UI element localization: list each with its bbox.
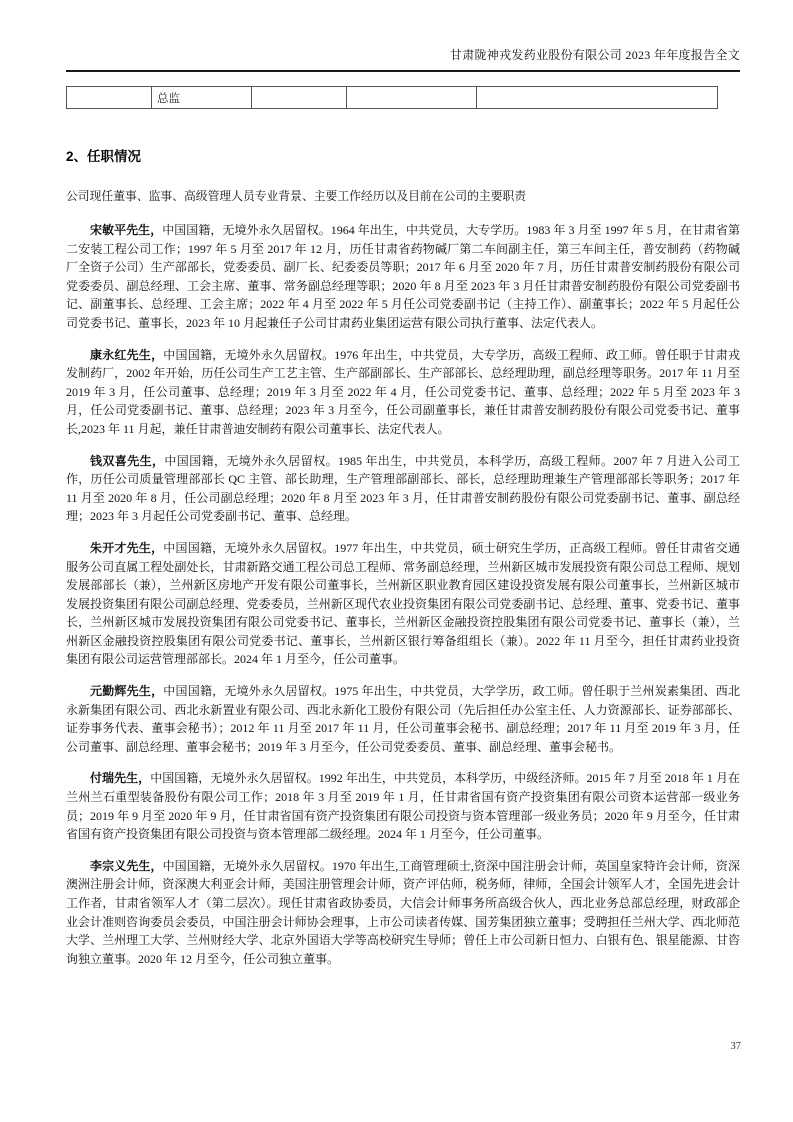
- position-table-fragment: [66, 86, 718, 109]
- page-number: 37: [730, 1041, 741, 1052]
- table-cell: 总监: [152, 87, 252, 109]
- bio-name: 付瑞先生，: [90, 771, 151, 786]
- bio-text: 中国国籍，无境外永久居留权。1992 年出生，中共党员，本科学历，中级经济师。2015 年 7 月至 2018 年 1 月在兰州兰石重型装备股份有限公司工作；2018 年 3 月至 2019 年 1 月，任甘肃省国有资产投资集团有限公司资本运营部一级业务员；2019 年 9 月至 2020 年 9 月，任甘肃省国有资产投资集团有限公司投资与资本管理部一级业务员；2020 年 9 月至今，任甘肃省国有资产投资集团有限公司投资与资本管理部二级经理。2024 年 1 月至今，任公司董事。: [66, 771, 740, 842]
- section-heading: 2、任职情况: [66, 149, 142, 164]
- table-cell: [67, 87, 152, 109]
- bio-paragraph: [66, 769, 740, 843]
- bio-name: 钱双喜先生，: [90, 453, 165, 468]
- bio-paragraph: [66, 346, 740, 439]
- bio-text: 中国国籍，无境外永久居留权。1970 年出生,工商管理硕士,资深中国注册会计师，英国皇家特许会计师，资深澳洲注册会计师，资深澳大利亚会计师，美国注册管理会计师，资产评估师，税务师，律师，全国会计领军人才，全国先进会计工作者，甘肃省领军人才（第二层次）。现任甘肃省政协委员，大信会计师事务所高级合伙人，西北业务总部总经理，财政部企业会计准则咨询委员会委员，中国注册会计师协会理事，上市公司读者传媒、国芳集团独立董事；受聘担任兰州大学、西北师范大学、兰州理工大学、兰州财经大学、北京外国语大学等高校研究生导师；曾任上市公司新日恒力、白银有色、银星能源、甘咨询独立董事。2020 年 12 月至今，任公司独立董事。: [66, 858, 740, 966]
- bio-name: 朱开才先生，: [90, 540, 164, 555]
- bio-text: 中国国籍，无境外永久居留权。1977 年出生，中共党员，硕士研究生学历，正高级工程师。曾任甘肃省交通服务公司直属工程处副处长，甘肃新路交通工程公司总工程师、常务副总经理，兰州新区城市发展投资有限公司总工程师、规划发展部部长（兼），兰州新区房地产开发有限公司董事长，兰州新区职业教育园区建设投资发展有限公司董事长，兰州新区城市发展投资集团有限公司副总经理、党委委员，兰州新区现代农业投资集团有限公司党委副书记、总经理、董事、党委书记、董事长，兰州新区城市发展投资集团有限公司党委书记、董事长，兰州新区金融投资控股集团有限公司党委书记、董事长（兼），兰州新区金融投资控股集团有限公司党委书记、董事长，兰州新区银行筹备组组长（兼）。2022 年 11 月至今，担任甘肃药业投资集团有限公司运营管理部部长。2024 年 1 月至今，任公司董事。: [66, 540, 740, 667]
- bio-paragraph: [66, 857, 740, 969]
- table-cell: [347, 87, 477, 109]
- table-row: [67, 87, 718, 109]
- bio-paragraph: [66, 452, 740, 526]
- section-intro: 公司现任董事、监事、高级管理人员专业背景、主要工作经历以及目前在公司的主要职责: [66, 189, 527, 203]
- bio-name: 元勤辉先生，: [90, 684, 164, 699]
- bio-paragraph: [66, 539, 740, 669]
- bio-paragraph: [66, 682, 740, 756]
- bio-text: 中国国籍，无境外永久居留权。1985 年出生，中共党员，本科学历，高级工程师。2007 年 7 月进入公司工作，历任公司质量管理部部长 QC 主管、部长助理，生产管理部副部长、部长，总经理助理兼生产管理部部长等职务；2017 年 11 月至 2020 年 8 月，任公司副总经理；2020 年 8 月至 2023 年 3 月，任甘肃普安制药股份有限公司党委副书记、董事、副总经理；2023 年 3 月起任公司党委副书记、董事、总经理。: [66, 453, 740, 524]
- bio-name: 李宗义先生，: [90, 858, 163, 873]
- bio-name: 康永红先生，: [90, 347, 164, 362]
- bio-text: 中国国籍，无境外永久居留权。1964 年出生，中共党员，大专学历。1983 年 3 月至 1997 年 5 月，在甘肃省第二安装工程公司工作；1997 年 5 月至 2017 年 12 月，历任甘肃省药物碱厂第二车间副主任，第三车间主任，普安制药（药物碱厂全资子公司）生产部部长，党委委员、副厂长、纪委委员等职；2017 年 6 月至 2020 年 7 月，历任甘肃普安制药股份有限公司党委委员、副总经理、工会主席、董事、常务副总经理等职；2020 年 8 月至 2023 年 3 月任甘肃普安制药股份有限公司党委副书记、副董事长、总经理、工会主席；2022 年 4 月至 2022 年 5 月任公司党委副书记（主持工作）、副董事长；2022 年 5 月起任公司党委书记、董事长，2023 年 10 月起兼任子公司甘肃药业集团运营有限公司执行董事、法定代表人。: [66, 223, 740, 330]
- table-cell: [477, 87, 718, 109]
- bio-text: 中国国籍，无境外永久居留权。1976 年出生，中共党员，大专学历，高级工程师、政工师。曾任职于甘肃戎发制药厂，2002 年开始，历任公司生产工艺主管、生产部副部长、生产部部长、总经理助理，副总经理等职务。2017 年 11 月至 2019 年 3 月，任公司董事、总经理；2019 年 3 月至 2022 年 4 月，任公司党委书记、董事、总经理；2022 年 5 月至 2023 年 3 月，任公司党委副书记、董事、总经理；2023 年 3 月至今，任公司副董事长，兼任甘肃普安制药股份有限公司党委书记、董事长,2023 年 11 月起，兼任甘肃普迪安制药有限公司董事长、法定代表人。: [66, 347, 740, 436]
- bio-paragraph: [66, 221, 740, 333]
- bio-list: [66, 221, 740, 968]
- table-cell: [252, 87, 347, 109]
- bio-text: 中国国籍，无境外永久居留权。1975 年出生，中共党员，大学学历，政工师。曾任职于兰州炭素集团、西北永新集团有限公司、西北永新置业有限公司、西北永新化工股份有限公司（先后担任办公室主任、人力资源部长、证券部部长、证券事务代表、董事会秘书）；2012 年 11 月至 2017 年 11 月，任公司董事会秘书、副总经理；2017 年 11 月至 2019 年 3 月，任公司董事、副总经理、董事会秘书；2019 年 3 月至今，任公司党委委员、董事、副总经理、董事会秘书。: [66, 684, 740, 754]
- bio-name: 宋敏平先生，: [90, 223, 163, 237]
- report-header-title: 甘肃陇神戎发药业股份有限公司 2023 年年度报告全文: [66, 46, 740, 72]
